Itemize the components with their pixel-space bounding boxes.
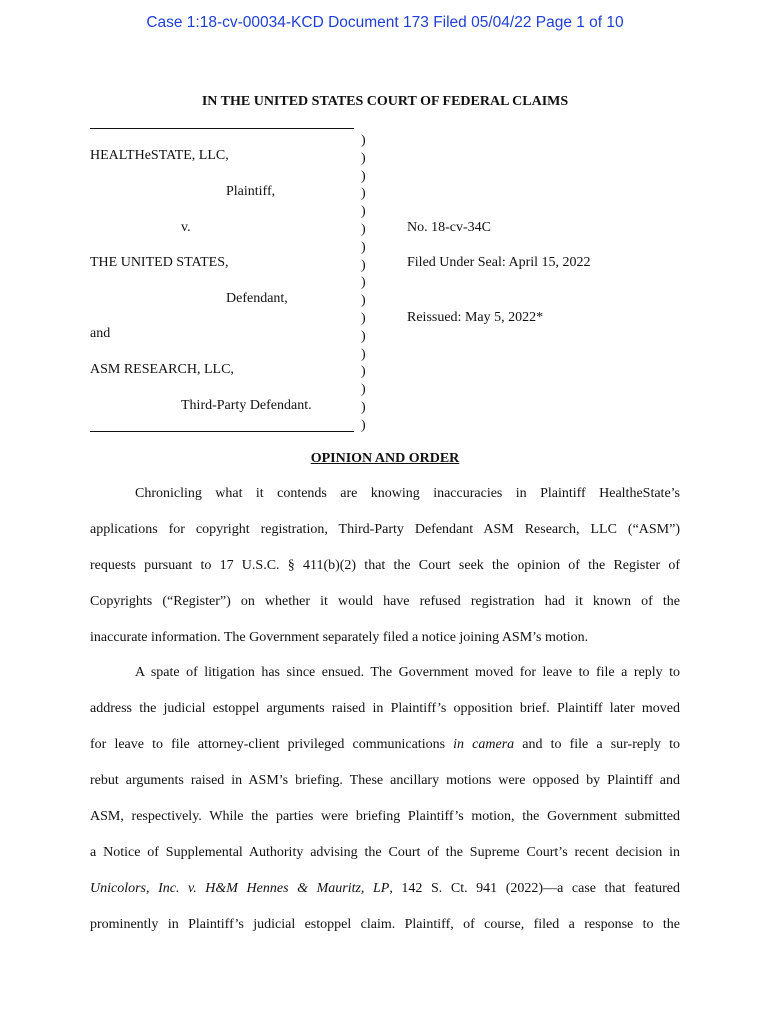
p2-line-1: A spate of litigation has since ensued. The Government moved for leave to file a reply to: [135, 665, 680, 681]
caption-top-rule: [90, 128, 354, 129]
and-label: and: [90, 326, 111, 341]
case-number: No. 18-cv-34C: [407, 220, 491, 235]
p1-line-1: Chronicling what it contends are knowing inaccuracies in Plaintiff HealtheState’s: [135, 486, 680, 501]
caption-paren: ): [361, 133, 366, 148]
caption-paren: ): [361, 168, 366, 184]
caption-paren: ): [361, 382, 366, 398]
p2-line-8: prominently in Plaintiff’s judicial estoppel claim. Plaintiff, of course, filed a response to the: [90, 916, 680, 932]
p2-line-7: [90, 871, 680, 907]
p2-case-citation: Unicolors, Inc. v. H&M Hennes & Mauritz, LP: [90, 880, 390, 896]
p1-line-4: Copyrights (“Register”) on whether it would have refused registration had it known of the: [90, 593, 680, 609]
caption-paren: ): [361, 239, 366, 255]
caption-paren: ): [361, 346, 366, 362]
p1-line-2: applications for copyright registration, Third-Party Defendant ASM Research, LLC (“ASM”): [90, 521, 680, 537]
p2-line-3: [90, 727, 680, 763]
caption-paren: ): [361, 310, 366, 326]
caption-paren: ): [361, 221, 366, 237]
p2-line-4: rebut arguments raised in ASM’s briefing. These ancillary motions were opposed by Plaintiff and: [90, 773, 680, 789]
caption-paren: ): [361, 293, 366, 309]
p2-line-3-a: for leave to file attorney-client privileged communications: [90, 737, 454, 753]
caption-paren: ): [361, 399, 366, 415]
p2-in-camera: in camera: [453, 737, 515, 753]
p2-line-3-b: and to file a sur-reply to: [514, 737, 680, 753]
caption-paren: ): [361, 186, 366, 202]
plaintiff-name: HEALTHeSTATE, LLC,: [90, 148, 229, 163]
plaintiff-role: Plaintiff,: [226, 184, 276, 199]
p2-line-2: address the judicial estoppel arguments raised in Plaintiff’s opposition brief. Plaintiff later moved: [90, 701, 680, 717]
p2-line-7-rest: , 142 S. Ct. 941 (2022)—a case that featured: [389, 880, 680, 896]
opinion-body: [90, 476, 680, 943]
caption-paren: ): [361, 204, 366, 220]
defendant-role: Defendant,: [226, 291, 288, 306]
versus: v.: [181, 220, 191, 235]
filed-under-seal: Filed Under Seal: April 15, 2022: [407, 255, 591, 270]
reissued-date: Reissued: May 5, 2022*: [407, 310, 544, 325]
caption-paren: ): [361, 275, 366, 291]
p2-line-5: ASM, respectively. While the parties were briefing Plaintiff’s motion, the Government submitted: [90, 809, 680, 825]
caption-paren: ): [361, 328, 366, 344]
opinion-heading: OPINION AND ORDER: [310, 451, 460, 466]
third-party-role: Third-Party Defendant.: [181, 398, 312, 413]
caption-paren: ): [361, 417, 366, 433]
court-title: IN THE UNITED STATES COURT OF FEDERAL CLAIMS: [201, 94, 569, 109]
p1-line-5: inaccurate information. The Government separately filed a notice joining ASM’s motion.: [90, 629, 589, 645]
defendant-name: THE UNITED STATES,: [90, 255, 229, 270]
caption-paren: ): [361, 257, 366, 273]
third-party-name: ASM RESEARCH, LLC,: [90, 362, 234, 377]
caption-parentheses: [361, 132, 366, 435]
caption-bottom-rule: [90, 431, 354, 432]
p1-line-3: requests pursuant to 17 U.S.C. § 411(b)(2) that the Court seek the opinion of the Register of: [90, 557, 680, 573]
case-header-stamp: Case 1:18-cv-00034-KCD Document 173 Filed 05/04/22 Page 1 of 10: [146, 14, 624, 31]
p2-line-6: a Notice of Supplemental Authority advising the Court of the Supreme Court’s recent decision in: [90, 844, 680, 860]
caption-paren: ): [361, 150, 366, 166]
caption-paren: ): [361, 364, 366, 380]
